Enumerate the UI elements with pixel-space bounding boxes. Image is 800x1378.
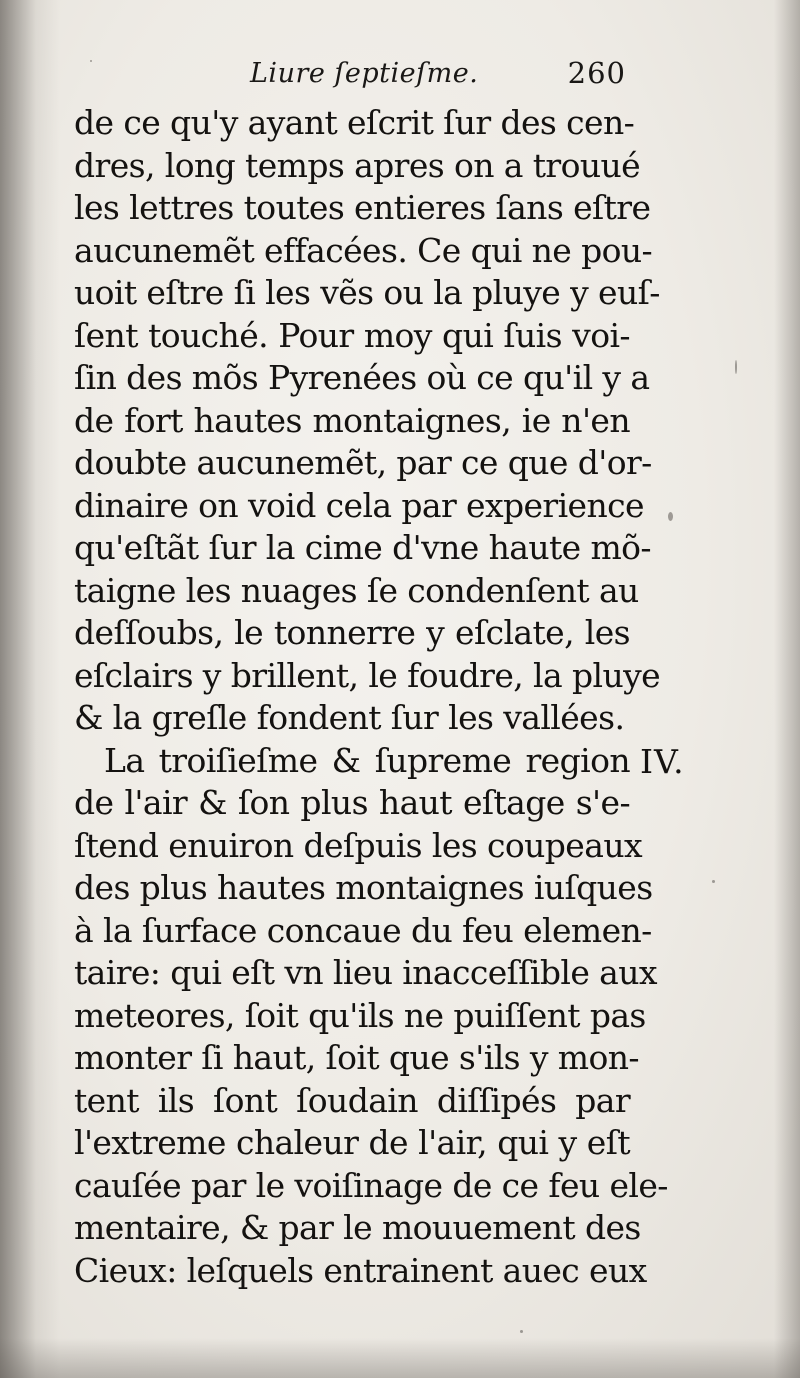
paper-speck (712, 880, 715, 883)
text-line: cauſée par le voiſinage de ce feu ele- (74, 1165, 668, 1205)
text-line: à la ſurface concaue du feu elemen- (74, 910, 652, 950)
text-line: deſſoubs, le tonnerre y eſclate, les (74, 613, 630, 652)
text-line: les lettres toutes entieres ſans eſtre (74, 188, 651, 227)
text-line: taire: qui eſt vn lieu inacceſſible aux (74, 953, 657, 992)
page-bottom-shadow (0, 1338, 800, 1378)
text-line: des plus hautes montaignes iuſques (74, 868, 653, 907)
running-head: Liure ſeptieſme. (250, 58, 479, 89)
text-line: Cieux: leſquels entrainent auec eux (74, 1250, 647, 1290)
text-line: ſent touché. Pour moy qui ſuis voi- (74, 315, 630, 355)
paper-speck (90, 60, 92, 62)
text-line: taigne les nuages ſe condenſent au (74, 570, 639, 610)
text-line: ſtend enuiron deſpuis les coupeaux (74, 825, 642, 865)
text-line: dinaire on void cela par experience (74, 485, 644, 525)
text-line: & la greſle fondent ſur les vallées. (74, 698, 625, 737)
text-line: de fort hautes montaignes, ie n'en (74, 400, 630, 440)
text-line: l'extreme chaleur de l'air, qui y eſt (74, 1123, 630, 1162)
text-line: de ce qu'y ayant eſcrit ſur des cen- (74, 103, 635, 142)
text-line: de l'air & ſon plus haut eſtage s'e- (74, 783, 630, 822)
text-line: uoit eſtre ſi les vẽs ou la pluye y euſ- (74, 273, 660, 312)
marginal-note: IV. (640, 742, 685, 781)
text-line: ſin des mõs Pyrenées où ce qu'il y a (74, 358, 650, 397)
paper-speck (668, 512, 673, 521)
text-line: monter ſi haut, ſoit que s'ils y mon- (74, 1038, 639, 1077)
text-line: meteores, ſoit qu'ils ne puiſſent pas (74, 995, 646, 1035)
gutter-shadow (0, 0, 60, 1378)
paper-speck (520, 1330, 523, 1333)
page-header (250, 58, 630, 98)
text-line: doubte aucunemẽt, par ce que d'or- (74, 443, 652, 482)
text-line: tent ils ſont ſoudain diſſipés par (74, 1080, 630, 1120)
text-line: La troiſieſme & ſupreme region (104, 740, 630, 780)
text-line: mentaire, & par le mouuement des (74, 1208, 641, 1247)
paper-speck (735, 360, 737, 374)
page-edge-shadow (774, 0, 800, 1378)
text-line: qu'eſtãt ſur la cime d'vne haute mõ- (74, 528, 651, 567)
text-line: eſclairs y brillent, le foudre, la pluye (74, 655, 661, 695)
text-line: aucunemẽt effacées. Ce qui ne pou- (74, 230, 653, 270)
page-number: 260 (567, 56, 626, 90)
text-line: dres, long temps apres on a trouué (74, 145, 641, 185)
